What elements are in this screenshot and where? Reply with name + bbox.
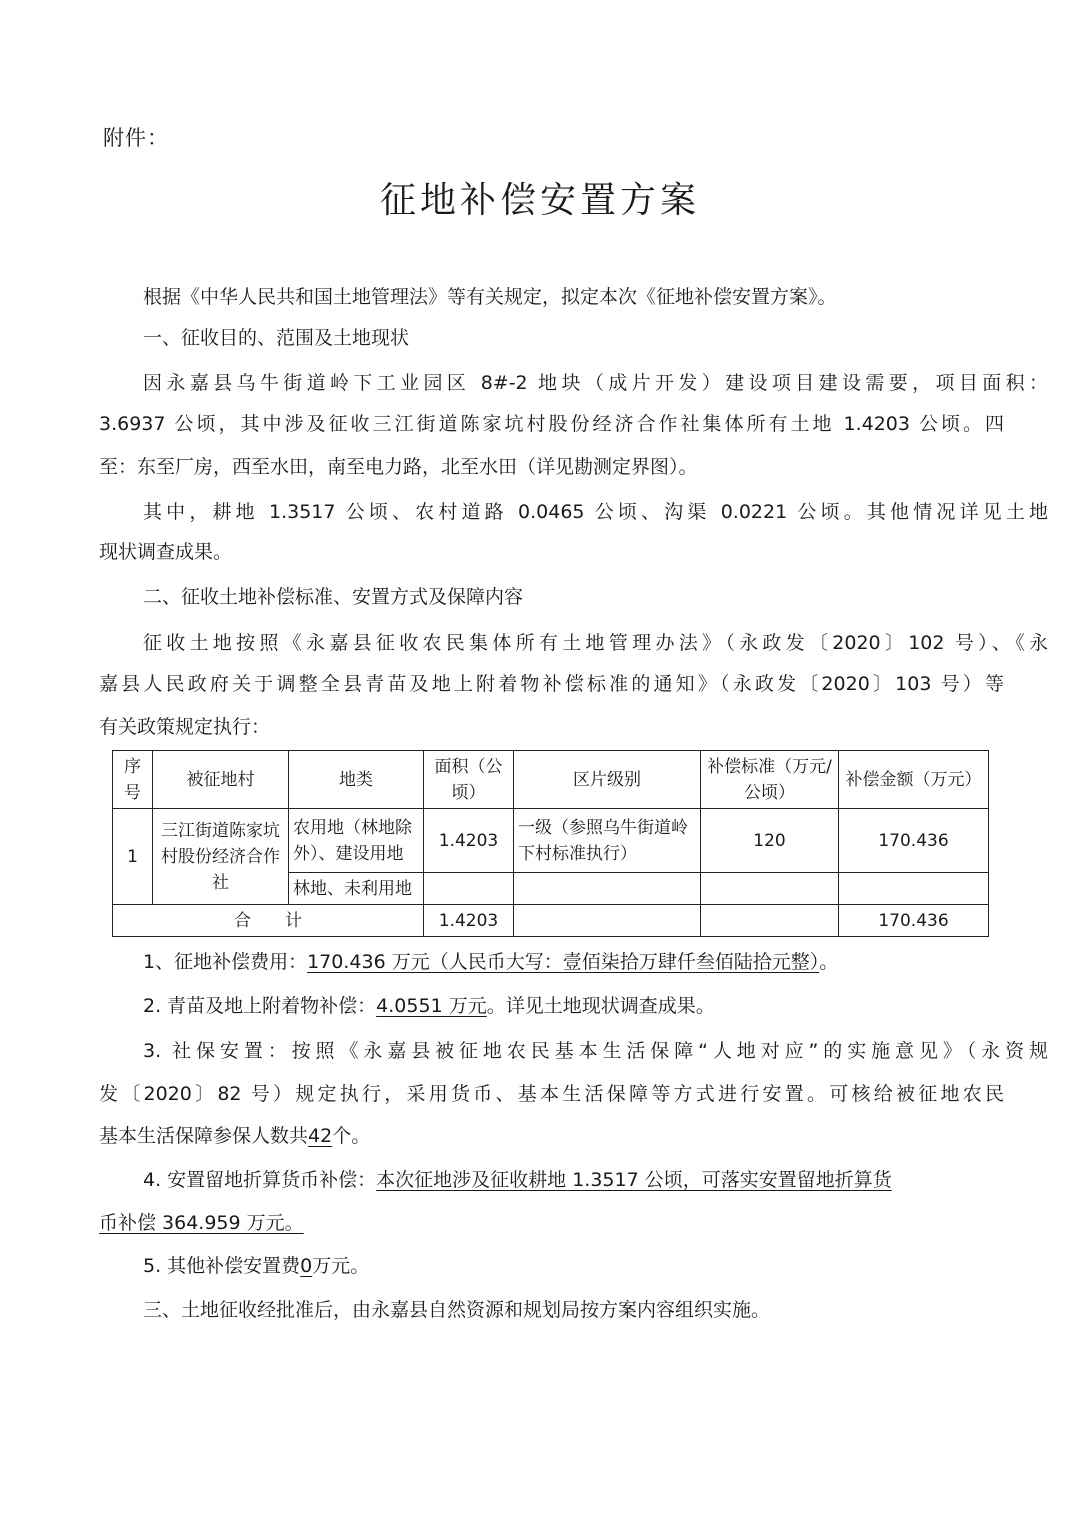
header-zone: 区片级别 <box>514 751 701 809</box>
total-amount: 170.436 <box>839 905 989 937</box>
section2-paragraph-line: 有关政策规定执行： <box>99 716 271 738</box>
section2-heading: 二、征收土地补偿标准、安置方式及保障内容 <box>143 586 524 608</box>
cell-standard: 120 <box>701 809 839 873</box>
cell-empty <box>514 873 701 905</box>
cell-empty <box>839 873 989 905</box>
item-1-suffix: 。 <box>819 951 839 973</box>
section1-paragraph-line: 因永嘉县乌牛街道岭下工业园区 8#-2 地块（成片开发）建设项目建设需要，项目面积： <box>143 372 1048 394</box>
item-3-suffix: 个。 <box>332 1125 371 1147</box>
cell-zone: 一级（参照乌牛街道岭下村标准执行） <box>514 809 701 873</box>
cell-seq: 1 <box>113 809 153 905</box>
item-2-suffix: 。详见土地现状调查成果。 <box>486 995 715 1017</box>
header-seq: 序号 <box>113 751 153 809</box>
page-title: 征地补偿安置方案 <box>379 180 700 221</box>
table-total-row <box>113 905 989 937</box>
header-village: 被征地村 <box>153 751 289 809</box>
header-standard: 补偿标准（万元/公顷） <box>701 751 839 809</box>
total-area: 1.4203 <box>424 905 514 937</box>
item-3-value: 42 <box>308 1125 333 1147</box>
item-5-suffix: 万元。 <box>312 1255 370 1277</box>
section1-paragraph2-line: 其中，耕地 1.3517 公顷、农村道路 0.0465 公顷、沟渠 0.0221 公顷。其他情况详见土地 <box>143 501 1048 523</box>
cell-land-type-2: 林地、未利用地 <box>289 873 424 905</box>
item-4-value-cont: 币补偿 364.959 万元。 <box>99 1212 304 1234</box>
item-2 <box>99 992 1048 1020</box>
section1-heading: 一、征收目的、范围及土地现状 <box>143 327 410 349</box>
attachment-label: 附件： <box>103 126 169 150</box>
item-5 <box>99 1252 1048 1280</box>
section1-paragraph2-line: 现状调查成果。 <box>99 541 233 563</box>
compensation-table <box>112 750 989 937</box>
item-1-prefix: 1、征地补偿费用： <box>143 951 308 973</box>
cell-empty <box>514 905 701 937</box>
section1-paragraph-line: 至：东至厂房，西至水田，南至电力路，北至水田（详见勘测定界图）。 <box>99 456 698 478</box>
table-row <box>113 809 989 873</box>
item-2-prefix: 2. 青苗及地上附着物补偿： <box>143 995 377 1017</box>
item-1-value: 170.436 万元（人民币大写：壹佰柒拾万肆仟叁佰陆拾元整） <box>307 951 820 973</box>
cell-empty <box>701 873 839 905</box>
header-land-type: 地类 <box>289 751 424 809</box>
section3-paragraph: 三、土地征收经批准后，由永嘉县自然资源和规划局按方案内容组织实施。 <box>143 1299 771 1321</box>
item-4-prefix: 4. 安置留地折算货币补偿： <box>143 1169 377 1191</box>
cell-land-type-1: 农用地（林地除外）、建设用地 <box>289 809 424 873</box>
item-5-prefix: 5. 其他补偿安置费 <box>143 1255 301 1277</box>
item-4-value: 本次征地涉及征收耕地 1.3517 公顷，可落实安置留地折算货 <box>376 1169 892 1191</box>
item-3-line: 3. 社保安置：按照《永嘉县被征地农民基本生活保障“人地对应”的实施意见》（永资规 <box>143 1040 1048 1062</box>
item-3-prefix: 基本生活保障参保人数共 <box>99 1125 309 1147</box>
item-2-value: 4.0551 万元 <box>376 995 487 1017</box>
item-4-line <box>99 1209 1004 1237</box>
table-header-row <box>113 751 989 809</box>
section2-paragraph-line: 嘉县人民政府关于调整全县青苗及地上附着物补偿标准的通知》（永政发〔2020〕103 号）等 <box>99 673 1004 695</box>
item-1 <box>99 948 1048 976</box>
cell-empty <box>424 873 514 905</box>
item-4-line <box>99 1166 1048 1194</box>
section2-paragraph-line: 征收土地按照《永嘉县征收农民集体所有土地管理办法》（永政发〔2020〕102 号）、《永 <box>143 632 1048 654</box>
cell-area: 1.4203 <box>424 809 514 873</box>
header-amount: 补偿金额（万元） <box>839 751 989 809</box>
header-area: 面积（公顷） <box>424 751 514 809</box>
item-3-line: 发〔2020〕82 号）规定执行，采用货币、基本生活保障等方式进行安置。可核给被征地农民 <box>99 1083 1004 1105</box>
total-label: 合 计 <box>113 905 424 937</box>
item-5-value: 0 <box>300 1255 313 1277</box>
section1-paragraph-line: 3.6937 公顷，其中涉及征收三江街道陈家坑村股份经济合作社集体所有土地 1.4203 公顷。四 <box>99 413 1004 435</box>
cell-village: 三江街道陈家坑村股份经济合作社 <box>153 809 289 905</box>
cell-amount: 170.436 <box>839 809 989 873</box>
cell-empty <box>701 905 839 937</box>
item-3-line <box>99 1122 1004 1150</box>
intro-paragraph: 根据《中华人民共和国土地管理法》等有关规定，拟定本次《征地补偿安置方案》。 <box>143 286 837 308</box>
